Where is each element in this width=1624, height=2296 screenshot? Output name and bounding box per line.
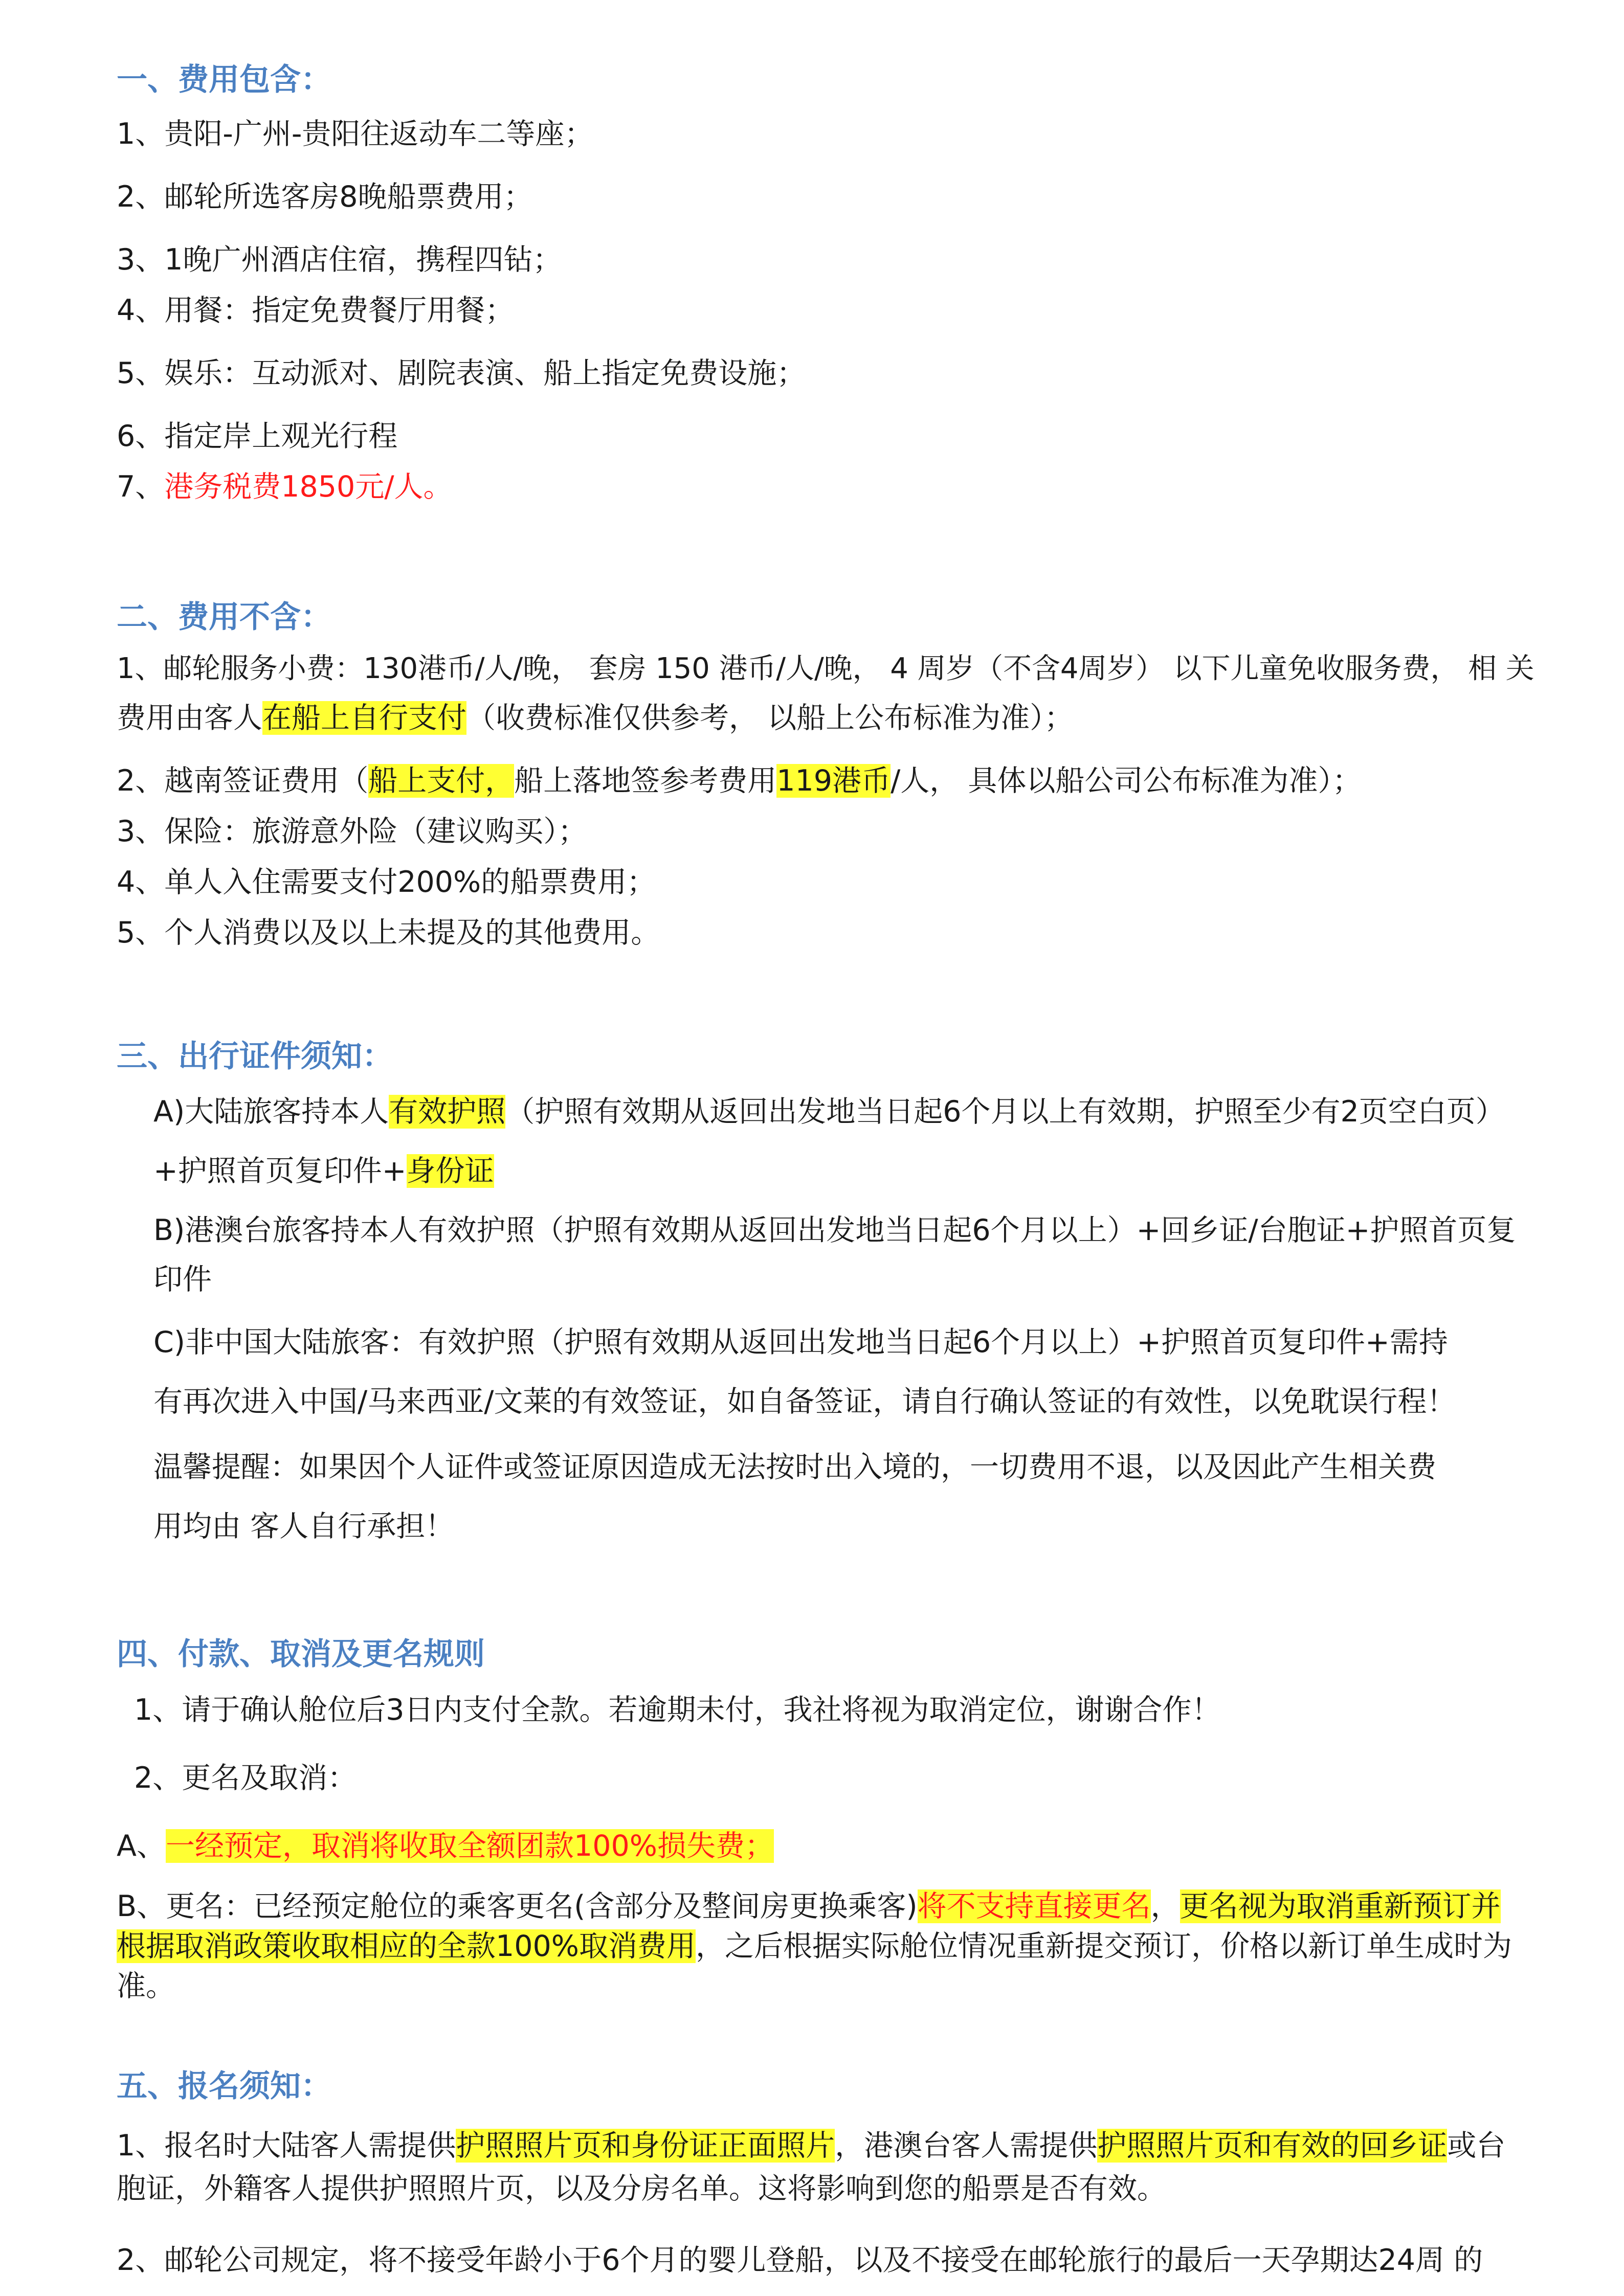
list-item: 3、保险：旅游意外险（建议购买）；	[117, 815, 587, 848]
highlight: 护照照片页和身份证正面照片	[456, 2129, 835, 2163]
list-item: 6、指定岸上观光行程	[117, 419, 398, 453]
section-title-fees-included: 一、费用包含：	[117, 62, 331, 98]
list-item: B)港澳台旅客持本人有效护照（护照有效期从返回出发地当日起6个月以上）+回乡证/台胞证+护照首页复	[153, 1213, 1516, 1247]
list-item: A、一经预定，取消将收取全额团款100%损失费；	[117, 1829, 774, 1863]
highlight: 有效护照	[389, 1095, 506, 1129]
list-item: 4、单人入住需要支付200%的船票费用；	[117, 865, 656, 899]
list-item: 1、贵阳-广州-贵阳往返动车二等座；	[117, 117, 594, 151]
reminder-text: 温馨提醒：如果因个人证件或签证原因造成无法按时出入境的，一切费用不退，以及因此产生相关费	[153, 1450, 1436, 1484]
section-title-registration: 五、报名须知：	[117, 2068, 331, 2104]
section-title-fees-excluded: 二、费用不含：	[117, 599, 331, 635]
list-item: 3、1晚广州酒店住宿，携程四钻；	[117, 243, 562, 277]
list-item: 根据取消政策收取相应的全款100%取消费用，之后根据实际舱位情况重新提交预订，价格以新订单生成时为	[117, 1929, 1512, 1963]
list-item: 准。	[117, 1969, 175, 2003]
highlight: 船上支付，	[368, 764, 515, 798]
section-title-travel-documents: 三、出行证件须知：	[117, 1039, 393, 1074]
list-item: 费用由客人在船上自行支付（收费标准仅供参考， 以船上公布标准为准）；	[117, 701, 1074, 735]
reminder-text: 用均由 客人自行承担！	[153, 1510, 455, 1543]
highlight: 在船上自行支付	[262, 701, 466, 735]
highlight: 护照照片页和有效的回乡证	[1097, 2129, 1448, 2163]
list-item: 有再次进入中国/马来西亚/文莱的有效签证，如自备签证，请自行确认签证的有效性，以免耽误行程！	[153, 1385, 1456, 1419]
highlight: 身份证	[406, 1154, 494, 1188]
list-item: C)非中国大陆旅客：有效护照（护照有效期从返回出发地当日起6个月以上）+护照首页复印件+需持	[153, 1325, 1448, 1359]
list-item: 胞证，外籍客人提供护照照片页，以及分房名单。这将影响到您的船票是否有效。	[117, 2172, 1166, 2205]
list-item: 1、请于确认舱位后3日内支付全款。若逾期未付，我社将视为取消定位，谢谢合作！	[134, 1693, 1221, 1727]
section-title-payment-rules: 四、付款、取消及更名规则	[117, 1636, 485, 1672]
list-item: A)大陆旅客持本人有效护照（护照有效期从返回出发地当日起6个月以上有效期，护照至少有2页空白页）	[153, 1095, 1505, 1129]
port-tax-note: 港务税费1850元/人。	[164, 470, 453, 504]
list-item: 5、娱乐：互动派对、剧院表演、船上指定免费设施；	[117, 356, 806, 390]
list-item: 2、邮轮所选客房8晚船票费用；	[117, 180, 533, 214]
list-item: 4、用餐：指定免费餐厅用餐；	[117, 294, 515, 327]
highlight: 将不支持直接更名	[917, 1889, 1151, 1923]
list-item: 2、更名及取消：	[134, 1761, 357, 1795]
list-item	[117, 466, 453, 507]
list-item: +护照首页复印件+身份证	[153, 1154, 494, 1188]
list-item: B、更名：已经预定舱位的乘客更名(含部分及整间房更换乘客)将不支持直接更名，更名视为取消重新预订并	[117, 1889, 1501, 1923]
list-item: 印件	[153, 1263, 212, 1296]
item-number: 7、	[117, 470, 165, 504]
list-item: 1、邮轮服务小费：130港币/人/晚， 套房 150 港币/人/晚， 4 周岁（不含4周岁） 以下儿童免收服务费， 相 关	[117, 652, 1534, 685]
highlight: 一经预定，取消将收取全额团款100%损失费；	[166, 1829, 774, 1863]
highlight: 根据取消政策收取相应的全款100%取消费用	[117, 1929, 696, 1963]
list-item: 1、报名时大陆客人需提供护照照片页和身份证正面照片，港澳台客人需提供护照照片页和有效的回乡证或台	[117, 2129, 1506, 2163]
list-item: 2、越南签证费用（船上支付，船上落地签参考费用119港币/人， 具体以船公司公布标准为准）；	[117, 764, 1362, 798]
list-item: 5、个人消费以及以上未提及的其他费用。	[117, 916, 660, 950]
highlight: 更名视为取消重新预订并	[1180, 1889, 1501, 1923]
highlight: 119港币	[776, 764, 891, 798]
list-item: 2、邮轮公司规定，将不接受年龄小于6个月的婴儿登船，以及不接受在邮轮旅行的最后一天孕期达24周 的	[117, 2243, 1483, 2277]
